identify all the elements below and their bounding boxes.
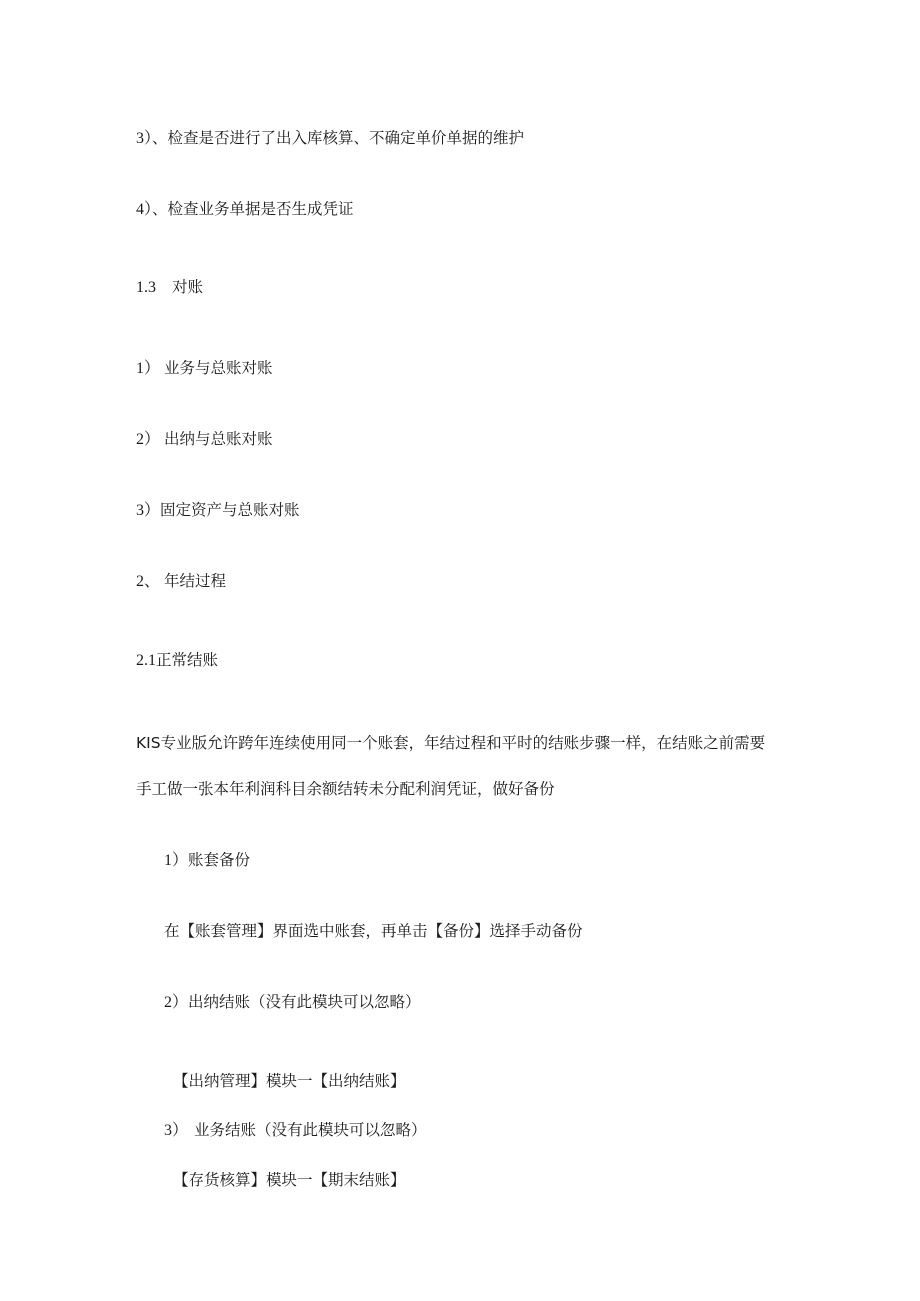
check-inventory-accounting-line: 3）、检查是否进行了出入库核算、不确定单价单据的维护	[136, 129, 525, 147]
section-heading-normal-closing: 2.1正常结账	[136, 651, 219, 669]
step-business-closing: 3） 业务结账（没有此模块可以忽略）	[164, 1121, 427, 1139]
cashier-closing-path: 【出纳管理】模块一【出纳结账】	[173, 1072, 406, 1090]
paragraph-line-1: KIS专业版允许跨年连续使用同一个账套，年结过程和平时的结账步骤一样，在结账之前需要	[136, 734, 766, 752]
step-account-backup: 1）账套备份	[164, 851, 251, 869]
account-backup-instruction: 在【账套管理】界面选中账套，再单击【备份】选择手动备份	[164, 922, 583, 940]
business-gl-reconciliation-line: 1） 业务与总账对账	[136, 359, 273, 377]
step-cashier-closing: 2）出纳结账（没有此模块可以忽略）	[164, 993, 421, 1011]
cashier-gl-reconciliation-line: 2） 出纳与总账对账	[136, 430, 273, 448]
business-closing-path: 【存货核算】模块一【期末结账】	[173, 1171, 406, 1189]
check-voucher-generation-line: 4）、检查业务单据是否生成凭证	[136, 200, 354, 218]
section-heading-reconciliation: 1.3 对账	[136, 278, 204, 296]
paragraph-line-2: 手工做一张本年利润科目余额结转未分配利润凭证，做好备份	[136, 780, 555, 798]
fixed-assets-gl-reconciliation-line: 3）固定资产与总账对账	[136, 501, 300, 519]
section-heading-year-end: 2、 年结过程	[136, 572, 227, 590]
